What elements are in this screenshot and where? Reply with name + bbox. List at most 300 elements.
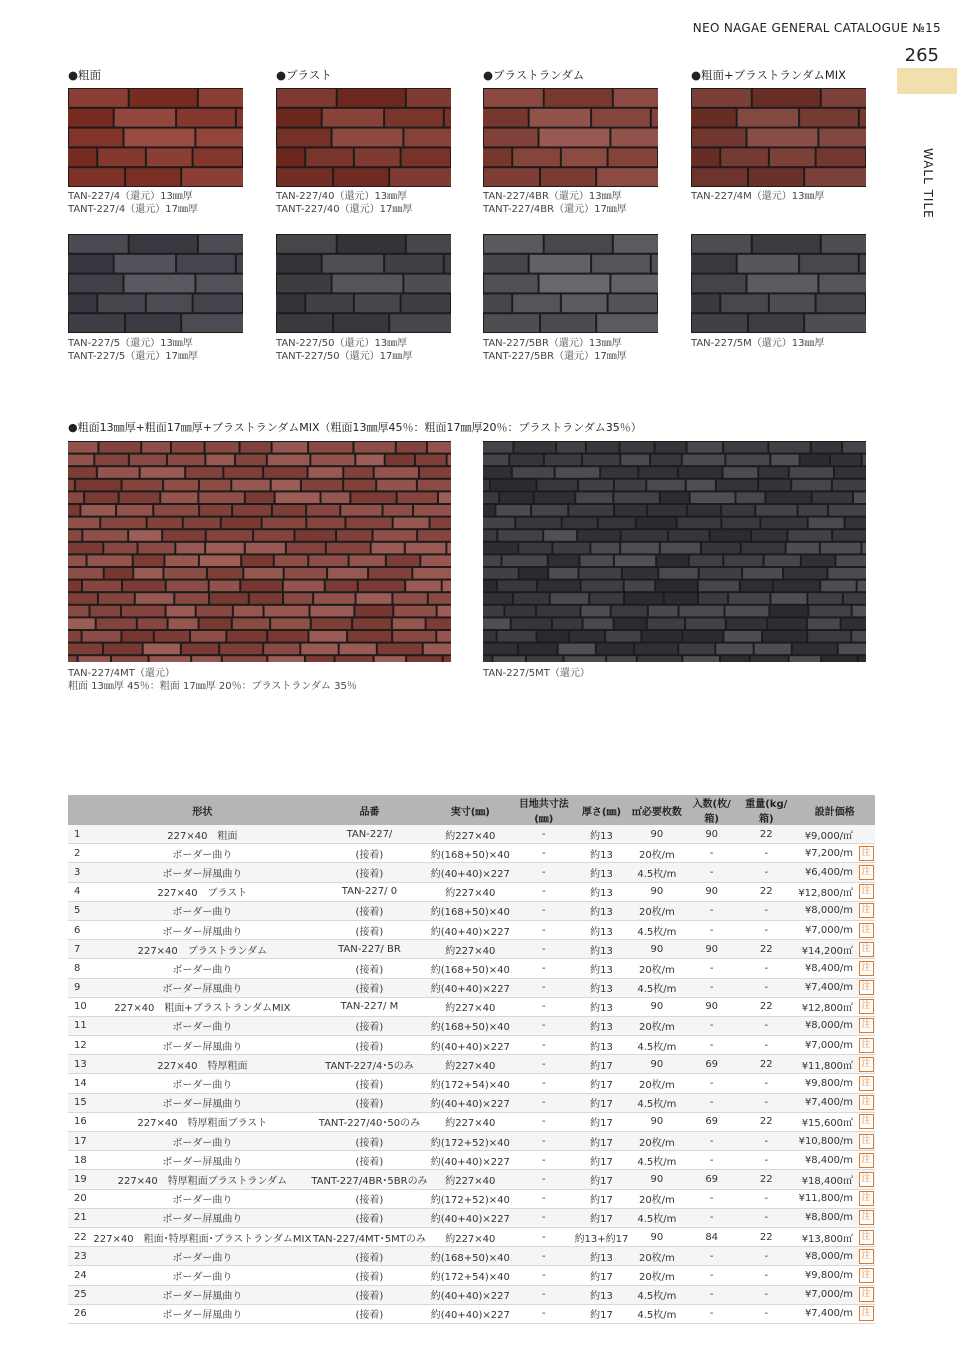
note-mark-icon: 注	[859, 903, 874, 918]
cell-actual-size: 約(40+40)×227	[428, 1285, 514, 1304]
cell-weight: -	[738, 1266, 795, 1285]
cell-shape: ボーダー屏風曲り	[93, 1208, 311, 1227]
cell-shape: ボーダー屏風曲り	[93, 1151, 311, 1170]
cell-row-number: 24	[68, 1266, 93, 1285]
cell-price: ¥14,200㎡	[795, 940, 858, 959]
cell-note	[857, 940, 875, 959]
tile-swatch-tan-227-4br	[483, 88, 658, 187]
cell-price: ¥6,400/m	[795, 863, 858, 882]
cell-joint-size: -	[513, 863, 575, 882]
catalogue-title: NEO NAGAE GENERAL CATALOGUE №15	[692, 21, 941, 35]
cell-thickness: 約17	[575, 1189, 629, 1208]
cell-note	[857, 1093, 875, 1112]
cell-joint-size: -	[513, 1304, 575, 1323]
cell-pieces-per-box: -	[685, 920, 738, 939]
table-row	[68, 1016, 875, 1035]
cell-weight: 22	[738, 997, 795, 1016]
table-row	[68, 1132, 875, 1151]
cell-note	[857, 1016, 875, 1035]
cell-weight: -	[738, 1304, 795, 1323]
cell-weight: 22	[738, 1170, 795, 1189]
cell-joint-size: -	[513, 1227, 575, 1246]
cell-shape: ボーダー曲り	[93, 1074, 311, 1093]
cell-thickness: 約13	[575, 863, 629, 882]
cell-actual-size: 約(168+50)×40	[428, 901, 514, 920]
cell-product-code: (接着)	[311, 920, 427, 939]
cell-pieces-per-sqm: 20枚/m	[628, 1074, 685, 1093]
table-row	[68, 1285, 875, 1304]
cell-pieces-per-sqm: 20枚/m	[628, 1189, 685, 1208]
cell-note	[857, 1151, 875, 1170]
cell-price: ¥12,800㎡	[795, 997, 858, 1016]
cell-pieces-per-sqm: 20枚/m	[628, 901, 685, 920]
cell-actual-size: 約227×40	[428, 882, 514, 901]
cell-pieces-per-sqm: 4.5枚/m	[628, 1208, 685, 1227]
cell-row-number: 1	[68, 825, 93, 844]
section-color-band	[897, 68, 957, 94]
cell-price: ¥15,600㎡	[795, 1112, 858, 1131]
cell-row-number: 17	[68, 1132, 93, 1151]
cell-product-code: TAN-227/	[311, 825, 427, 844]
cell-product-code: (接着)	[311, 1247, 427, 1266]
note-mark-icon: 注	[859, 1076, 874, 1091]
cell-thickness: 約13	[575, 920, 629, 939]
cell-thickness: 約13	[575, 1285, 629, 1304]
cell-note	[857, 882, 875, 901]
cell-pieces-per-sqm: 4.5枚/m	[628, 1304, 685, 1323]
cell-note	[857, 1227, 875, 1246]
cell-joint-size: -	[513, 1112, 575, 1131]
table-row	[68, 1074, 875, 1093]
table-row	[68, 1247, 875, 1266]
cell-actual-size: 約227×40	[428, 1170, 514, 1189]
cell-pieces-per-box: -	[685, 1093, 738, 1112]
cell-row-number: 12	[68, 1036, 93, 1055]
cell-thickness: 約17	[575, 1170, 629, 1189]
cell-note	[857, 1036, 875, 1055]
cell-thickness: 約17	[575, 1074, 629, 1093]
cell-row-number: 22	[68, 1227, 93, 1246]
cell-actual-size: 約(40+40)×227	[428, 920, 514, 939]
note-mark-icon: 注	[859, 1095, 874, 1110]
cell-product-code: (接着)	[311, 1285, 427, 1304]
note-mark-icon: 注	[859, 846, 874, 861]
cell-pieces-per-sqm: 90	[628, 940, 685, 959]
cell-actual-size: 約227×40	[428, 1227, 514, 1246]
cell-price: ¥11,800㎡	[795, 1055, 858, 1074]
cell-joint-size: -	[513, 1132, 575, 1151]
cell-joint-size: -	[513, 1151, 575, 1170]
cell-weight: -	[738, 978, 795, 997]
cell-shape: 227×40 ブラストランダム	[93, 940, 311, 959]
cell-price: ¥7,400/m	[795, 1093, 858, 1112]
cell-pieces-per-box: -	[685, 959, 738, 978]
cell-product-code: TANT-227/4BR･5BRのみ	[311, 1170, 427, 1189]
cell-row-number: 4	[68, 882, 93, 901]
cell-pieces-per-sqm: 4.5枚/m	[628, 1036, 685, 1055]
cell-pieces-per-box: -	[685, 863, 738, 882]
cell-weight: 22	[738, 882, 795, 901]
table-row	[68, 1208, 875, 1227]
cell-weight: -	[738, 1285, 795, 1304]
cell-pieces-per-box: 69	[685, 1055, 738, 1074]
cell-actual-size: 約(172+52)×40	[428, 1189, 514, 1208]
note-mark-icon: 注	[859, 923, 874, 938]
tile-swatch-tan-227-4m	[691, 88, 866, 187]
cell-pieces-per-sqm: 20枚/m	[628, 844, 685, 863]
cell-actual-size: 約227×40	[428, 940, 514, 959]
cell-product-code: (接着)	[311, 1189, 427, 1208]
table-row	[68, 1112, 875, 1131]
cell-pieces-per-sqm: 4.5枚/m	[628, 863, 685, 882]
cell-thickness: 約17	[575, 1304, 629, 1323]
cell-product-code: (接着)	[311, 901, 427, 920]
cell-pieces-per-box: 90	[685, 940, 738, 959]
cell-shape: ボーダー屏風曲り	[93, 1036, 311, 1055]
table-row	[68, 920, 875, 939]
cell-shape: ボーダー曲り	[93, 1132, 311, 1151]
swatch-caption: TAN-227/4（還元）13㎜厚 TANT-227/4（還元）17㎜厚	[68, 191, 198, 215]
cell-actual-size: 約(40+40)×227	[428, 1151, 514, 1170]
cell-note	[857, 1247, 875, 1266]
swatch-caption: TAN-227/40（還元）13㎜厚 TANT-227/40（還元）17㎜厚	[276, 191, 413, 215]
cell-product-code: (接着)	[311, 1036, 427, 1055]
cell-price: ¥7,400/m	[795, 1304, 858, 1323]
cell-shape: ボーダー屏風曲り	[93, 863, 311, 882]
cell-row-number: 6	[68, 920, 93, 939]
cell-note	[857, 1266, 875, 1285]
cell-price: ¥8,000/m	[795, 901, 858, 920]
cell-note	[857, 1112, 875, 1131]
cell-price: ¥8,000/m	[795, 1247, 858, 1266]
cell-thickness: 約13	[575, 959, 629, 978]
cell-price: ¥8,400/m	[795, 959, 858, 978]
cell-price: ¥7,000/m	[795, 1036, 858, 1055]
cell-pieces-per-box: 69	[685, 1170, 738, 1189]
cell-price: ¥7,400/m	[795, 978, 858, 997]
cell-row-number: 2	[68, 844, 93, 863]
cell-note	[857, 1074, 875, 1093]
cell-actual-size: 約(168+50)×40	[428, 959, 514, 978]
cell-joint-size: -	[513, 997, 575, 1016]
cell-note	[857, 844, 875, 863]
cell-thickness: 約13	[575, 844, 629, 863]
cell-pieces-per-sqm: 4.5枚/m	[628, 1151, 685, 1170]
cell-actual-size: 約(168+50)×40	[428, 1016, 514, 1035]
cell-weight: -	[738, 1132, 795, 1151]
cell-shape: 227×40 特厚粗面ブラストランダム	[93, 1170, 311, 1189]
cell-thickness: 約17	[575, 1266, 629, 1285]
cell-actual-size: 約227×40	[428, 825, 514, 844]
cell-product-code: TANT-227/40･50のみ	[311, 1112, 427, 1131]
cell-pieces-per-box: 90	[685, 882, 738, 901]
table-row	[68, 825, 875, 844]
cell-row-number: 10	[68, 997, 93, 1016]
cell-shape: 227×40 粗面	[93, 825, 311, 844]
header-actual-size: 実寸(㎜)	[428, 795, 514, 825]
cell-row-number: 21	[68, 1208, 93, 1227]
note-mark-icon: 注	[859, 1230, 874, 1245]
cell-weight: -	[738, 844, 795, 863]
cell-weight: 22	[738, 940, 795, 959]
cell-product-code: TAN-227/ 0	[311, 882, 427, 901]
cell-note	[857, 863, 875, 882]
cell-thickness: 約13	[575, 997, 629, 1016]
cell-actual-size: 約(40+40)×227	[428, 1304, 514, 1323]
mix-caption-right: TAN-227/5MT（還元）	[483, 668, 590, 679]
header-shape: 形状	[93, 795, 311, 825]
cell-pieces-per-sqm: 90	[628, 1227, 685, 1246]
cell-product-code: (接着)	[311, 1093, 427, 1112]
table-row	[68, 1055, 875, 1074]
cell-pieces-per-box: -	[685, 1208, 738, 1227]
cell-shape: ボーダー曲り	[93, 1266, 311, 1285]
cell-price: ¥8,800/m	[795, 1208, 858, 1227]
swatch-caption: TAN-227/5M（還元）13㎜厚	[691, 338, 825, 349]
cell-pieces-per-box: -	[685, 1189, 738, 1208]
tile-wall-photo-tan-227-4mt	[68, 441, 451, 662]
note-mark-icon: 注	[859, 1114, 874, 1129]
table-row	[68, 1036, 875, 1055]
cell-row-number: 23	[68, 1247, 93, 1266]
cell-row-number: 8	[68, 959, 93, 978]
table-row	[68, 863, 875, 882]
cell-joint-size: -	[513, 901, 575, 920]
cell-actual-size: 約227×40	[428, 1055, 514, 1074]
table-row	[68, 844, 875, 863]
cell-product-code: (接着)	[311, 978, 427, 997]
cell-joint-size: -	[513, 882, 575, 901]
cell-thickness: 約13	[575, 1036, 629, 1055]
cell-pieces-per-sqm: 90	[628, 1055, 685, 1074]
cell-shape: 227×40 粗面･特厚粗面･ブラストランダムMIX	[93, 1227, 311, 1246]
cell-product-code: (接着)	[311, 1016, 427, 1035]
tile-wall-photo-tan-227-5mt	[483, 441, 866, 662]
cell-thickness: 約17	[575, 1093, 629, 1112]
header-joint-size: 目地共寸法(㎜)	[513, 795, 575, 825]
cell-row-number: 16	[68, 1112, 93, 1131]
cell-shape: 227×40 粗面+ブラストランダムMIX	[93, 997, 311, 1016]
cell-note	[857, 920, 875, 939]
cell-pieces-per-box: 84	[685, 1227, 738, 1246]
cell-actual-size: 約(40+40)×227	[428, 1093, 514, 1112]
cell-price: ¥10,800/m	[795, 1132, 858, 1151]
cell-row-number: 25	[68, 1285, 93, 1304]
cell-pieces-per-sqm: 4.5枚/m	[628, 978, 685, 997]
cell-product-code: TAN-227/ M	[311, 997, 427, 1016]
cell-product-code: TAN-227/ BR	[311, 940, 427, 959]
cell-shape: ボーダー曲り	[93, 959, 311, 978]
cell-note	[857, 978, 875, 997]
tile-swatch-tan-227-5	[68, 234, 243, 333]
cell-pieces-per-sqm: 20枚/m	[628, 959, 685, 978]
note-mark-icon: 注	[859, 1249, 874, 1264]
cell-pieces-per-sqm: 4.5枚/m	[628, 920, 685, 939]
note-mark-icon: 注	[859, 1134, 874, 1149]
cell-actual-size: 約(40+40)×227	[428, 863, 514, 882]
swatch-caption: TAN-227/4BR（還元）13㎜厚 TANT-227/4BR（還元）17㎜厚	[483, 191, 627, 215]
cell-actual-size: 約(172+54)×40	[428, 1266, 514, 1285]
cell-weight: -	[738, 1093, 795, 1112]
note-mark-icon: 注	[859, 865, 874, 880]
cell-weight: -	[738, 959, 795, 978]
section-label: WALL TILE	[921, 148, 935, 219]
cell-thickness: 約13	[575, 825, 629, 844]
cell-pieces-per-sqm: 4.5枚/m	[628, 1093, 685, 1112]
group-label-mix: ●粗面+ブラストランダムMIX	[691, 68, 847, 82]
cell-product-code: (接着)	[311, 844, 427, 863]
swatch-caption: TAN-227/4M（還元）13㎜厚	[691, 191, 825, 202]
cell-joint-size: -	[513, 1285, 575, 1304]
cell-product-code: TANT-227/4･5のみ	[311, 1055, 427, 1074]
cell-product-code: (接着)	[311, 1304, 427, 1323]
cell-weight: -	[738, 1036, 795, 1055]
cell-pieces-per-box: -	[685, 1304, 738, 1323]
cell-row-number: 7	[68, 940, 93, 959]
table-row	[68, 1227, 875, 1246]
cell-note	[857, 825, 875, 844]
cell-pieces-per-sqm: 20枚/m	[628, 1016, 685, 1035]
cell-price: ¥9,000/㎡	[795, 825, 858, 844]
tile-swatch-tan-227-4	[68, 88, 243, 187]
cell-pieces-per-box: 90	[685, 997, 738, 1016]
cell-joint-size: -	[513, 1208, 575, 1227]
cell-weight: -	[738, 1151, 795, 1170]
note-mark-icon: 注	[859, 1038, 874, 1053]
cell-actual-size: 約(40+40)×227	[428, 978, 514, 997]
cell-weight: 22	[738, 1055, 795, 1074]
cell-note	[857, 1132, 875, 1151]
cell-weight: 22	[738, 825, 795, 844]
cell-row-number: 3	[68, 863, 93, 882]
cell-product-code: (接着)	[311, 863, 427, 882]
note-mark-icon: 注	[859, 961, 874, 976]
table-row	[68, 1170, 875, 1189]
cell-pieces-per-box: 69	[685, 1112, 738, 1131]
cell-price: ¥18,400㎡	[795, 1170, 858, 1189]
cell-shape: ボーダー屏風曲り	[93, 1093, 311, 1112]
cell-pieces-per-box: 90	[685, 825, 738, 844]
cell-pieces-per-sqm: 90	[628, 882, 685, 901]
cell-pieces-per-sqm: 4.5枚/m	[628, 1285, 685, 1304]
cell-product-code: (接着)	[311, 1074, 427, 1093]
cell-price: ¥9,800/m	[795, 1266, 858, 1285]
note-mark-icon: 注	[859, 980, 874, 995]
cell-thickness: 約17	[575, 1208, 629, 1227]
cell-pieces-per-box: -	[685, 1247, 738, 1266]
note-mark-icon: 注	[859, 1153, 874, 1168]
cell-joint-size: -	[513, 1247, 575, 1266]
cell-price: ¥11,800/m	[795, 1189, 858, 1208]
cell-thickness: 約17	[575, 1112, 629, 1131]
group-label-blast-random: ●ブラストランダム	[483, 68, 585, 82]
cell-note	[857, 1170, 875, 1189]
cell-pieces-per-box: -	[685, 1074, 738, 1093]
cell-row-number: 13	[68, 1055, 93, 1074]
cell-actual-size: 約(40+40)×227	[428, 1036, 514, 1055]
cell-row-number: 19	[68, 1170, 93, 1189]
note-mark-icon: 注	[859, 1287, 874, 1302]
cell-joint-size: -	[513, 825, 575, 844]
cell-pieces-per-sqm: 20枚/m	[628, 1247, 685, 1266]
cell-row-number: 26	[68, 1304, 93, 1323]
cell-row-number: 20	[68, 1189, 93, 1208]
cell-thickness: 約13+約17	[575, 1227, 629, 1246]
page-number: 265	[904, 45, 939, 66]
cell-pieces-per-sqm: 20枚/m	[628, 1132, 685, 1151]
cell-joint-size: -	[513, 1170, 575, 1189]
cell-pieces-per-sqm: 90	[628, 825, 685, 844]
table-row	[68, 882, 875, 901]
cell-pieces-per-box: -	[685, 1132, 738, 1151]
cell-weight: 22	[738, 1227, 795, 1246]
table-row	[68, 1189, 875, 1208]
cell-weight: -	[738, 1189, 795, 1208]
note-mark-icon: 注	[859, 1268, 874, 1283]
note-mark-icon: 注	[859, 1210, 874, 1225]
cell-product-code: (接着)	[311, 1266, 427, 1285]
cell-thickness: 約17	[575, 1132, 629, 1151]
tile-swatch-tan-227-5br	[483, 234, 658, 333]
cell-pieces-per-box: -	[685, 901, 738, 920]
table-row	[68, 978, 875, 997]
header-pieces-per-sqm: ㎡必要枚数	[628, 795, 685, 825]
tile-swatch-tan-227-50	[276, 234, 451, 333]
swatch-caption: TAN-227/50（還元）13㎜厚 TANT-227/50（還元）17㎜厚	[276, 338, 413, 362]
cell-weight: -	[738, 1016, 795, 1035]
cell-shape: ボーダー曲り	[93, 1189, 311, 1208]
cell-product-code: (接着)	[311, 1132, 427, 1151]
cell-joint-size: -	[513, 1074, 575, 1093]
cell-joint-size: -	[513, 940, 575, 959]
cell-weight: -	[738, 1074, 795, 1093]
cell-pieces-per-box: -	[685, 1016, 738, 1035]
header-pieces-per-box: 入数(枚/箱)	[685, 795, 738, 825]
cell-actual-size: 約(172+54)×40	[428, 1074, 514, 1093]
cell-price: ¥7,000/m	[795, 1285, 858, 1304]
note-mark-icon: 注	[859, 1191, 874, 1206]
cell-row-number: 14	[68, 1074, 93, 1093]
spec-table	[68, 795, 875, 1324]
cell-shape: ボーダー屏風曲り	[93, 978, 311, 997]
cell-row-number: 11	[68, 1016, 93, 1035]
note-mark-icon: 注	[859, 884, 874, 899]
cell-thickness: 約13	[575, 978, 629, 997]
header-price: 設計価格	[795, 795, 875, 825]
cell-thickness: 約13	[575, 940, 629, 959]
cell-product-code: (接着)	[311, 959, 427, 978]
table-row	[68, 901, 875, 920]
cell-price: ¥12,800/㎡	[795, 882, 858, 901]
cell-thickness: 約17	[575, 1151, 629, 1170]
swatch-caption: TAN-227/5BR（還元）13㎜厚 TANT-227/5BR（還元）17㎜厚	[483, 338, 627, 362]
cell-joint-size: -	[513, 1036, 575, 1055]
cell-price: ¥7,200/m	[795, 844, 858, 863]
cell-joint-size: -	[513, 844, 575, 863]
cell-row-number: 18	[68, 1151, 93, 1170]
cell-actual-size: 約(168+50)×40	[428, 1247, 514, 1266]
cell-joint-size: -	[513, 1055, 575, 1074]
cell-note	[857, 1208, 875, 1227]
cell-pieces-per-box: -	[685, 1036, 738, 1055]
cell-price: ¥8,400/m	[795, 1151, 858, 1170]
cell-joint-size: -	[513, 959, 575, 978]
group-label-blast: ●ブラスト	[276, 68, 332, 82]
cell-note	[857, 959, 875, 978]
table-row	[68, 1093, 875, 1112]
table-row	[68, 1151, 875, 1170]
mix-caption-left: TAN-227/4MT（還元） 粗面 13㎜厚 45％：粗面 17㎜厚 20％：ブラストランダム 35％	[68, 668, 357, 692]
